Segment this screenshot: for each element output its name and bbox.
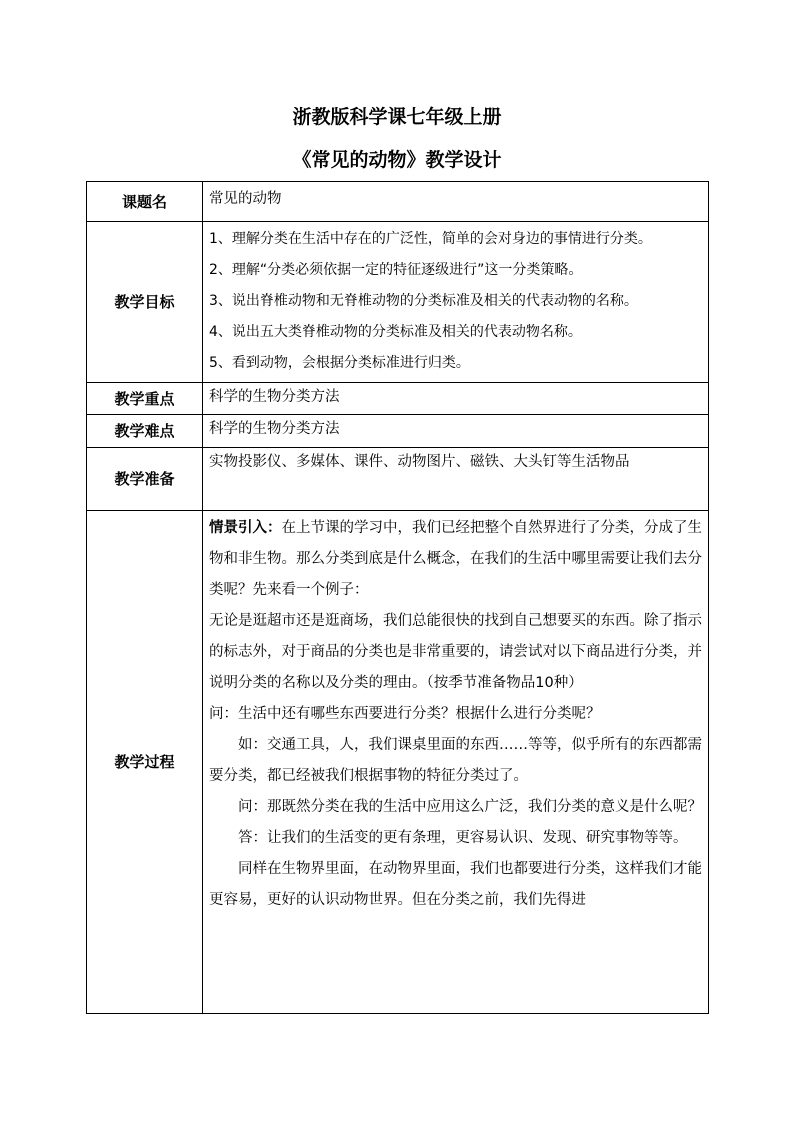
objective-item: 3、说出脊椎动物和无脊椎动物的分类标准及相关的代表动物的名称。 [209, 293, 638, 309]
intro-text: 在上节课的学习中，我们已经把整个自然界进行了分类，分成了生物和非生物。那么分类到底是什么概念，在我们的生活中哪里需要让我们去分类呢？先来看一个例子： [209, 520, 702, 598]
process-paragraph: 答：让我们的生活变的更有条理，更容易认识、发现、研究事物等等。 [238, 830, 688, 846]
table-row-difficulty [87, 415, 709, 448]
table-row-topic [87, 182, 709, 222]
intro-paragraph [209, 513, 702, 606]
document-title: 浙教版科学课七年级上册 [292, 106, 502, 128]
preparation-label: 教学准备 [87, 448, 203, 511]
document-subtitle: 《常见的动物》教学设计 [292, 149, 502, 171]
key-point-label: 教学重点 [87, 383, 203, 415]
objective-item: 5、看到动物，会根据分类标准进行归类。 [209, 355, 470, 371]
difficulty-value: 科学的生物分类方法 [203, 415, 709, 448]
process-paragraph: 问：生活中还有哪些东西要进行分类？根据什么进行分类呢？ [209, 706, 601, 722]
table-row-preparation [87, 448, 709, 511]
intro-lead: 情景引入： [209, 520, 282, 536]
process-paragraph: 如：交通工具，人，我们课桌里面的东西……等等，似乎所有的东西都需要分类，都已经被我们根据事物的特征分类过了。 [209, 737, 702, 784]
objective-item: 1、理解分类在生活中存在的广泛性，简单的会对身边的事情进行分类。 [209, 231, 652, 247]
topic-label: 课题名 [87, 182, 203, 222]
table-row-process [87, 511, 709, 1014]
objectives-cell [203, 222, 709, 383]
topic-value: 常见的动物 [203, 182, 709, 222]
objective-item: 2、理解“分类必须依据一定的特征逐级进行”这一分类策略。 [209, 262, 583, 278]
objective-item: 4、说出五大类脊椎动物的分类标准及相关的代表动物名称。 [209, 324, 582, 340]
key-point-value: 科学的生物分类方法 [203, 383, 709, 415]
process-paragraph: 问：那既然分类在我的生活中应用这么广泛，我们分类的意义是什么呢？ [238, 799, 702, 815]
lesson-plan-table [86, 181, 709, 1014]
objectives-label: 教学目标 [87, 222, 203, 383]
table-row-objectives [87, 222, 709, 383]
difficulty-label: 教学难点 [87, 415, 203, 448]
process-label: 教学过程 [87, 511, 203, 1014]
table-row-key-point [87, 383, 709, 415]
process-cell [203, 511, 709, 1014]
process-paragraph: 无论是逛超市还是逛商场，我们总能很快的找到自己想要买的东西。除了指示的标志外，对于商品的分类也是非常重要的，请尝试对以下商品进行分类，并说明分类的名称以及分类的理由。（按季节准备物品10种） [209, 613, 702, 691]
preparation-value: 实物投影仪、多媒体、课件、动物图片、磁铁、大头钉等生活物品 [203, 448, 709, 511]
process-paragraph: 同样在生物界里面，在动物界里面，我们也都要进行分类，这样我们才能更容易，更好的认识动物世界。但在分类之前，我们先得进 [209, 861, 702, 908]
